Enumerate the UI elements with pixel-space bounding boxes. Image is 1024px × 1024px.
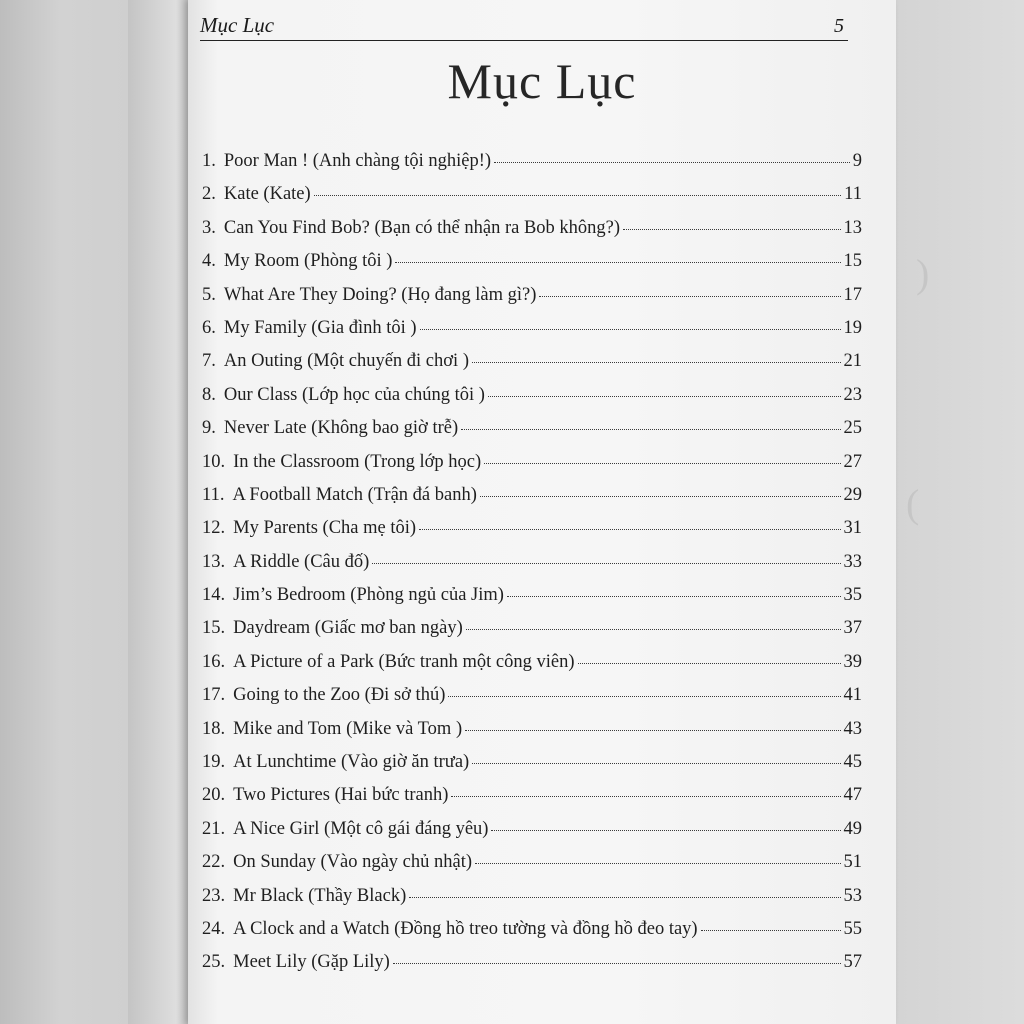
dot-leader — [491, 830, 840, 831]
toc-page — [188, 0, 896, 1024]
toc-entry — [202, 919, 862, 952]
toc-entry-title: An Outing (Một chuyến đi chơi ) — [223, 351, 469, 372]
dot-leader — [419, 529, 840, 530]
toc-entry-page: 57 — [843, 952, 862, 973]
page-title: Mục Lục — [447, 53, 637, 109]
toc-entry-number: 9. — [202, 418, 216, 439]
toc-entry-number: 23. — [202, 885, 226, 906]
toc-entry-number: 6. — [202, 317, 216, 338]
toc-entry — [202, 618, 862, 651]
toc-entry-number: 12. — [202, 518, 226, 539]
toc-entry-title: A Football Match (Trận đá banh) — [232, 484, 477, 505]
toc-entry-number: 7. — [202, 351, 216, 372]
toc-entry-title: A Riddle (Câu đố) — [233, 551, 370, 572]
toc-entry-title: Kate (Kate) — [223, 184, 311, 205]
toc-entry-number: 2. — [202, 184, 216, 205]
toc-entry-page: 23 — [843, 384, 862, 405]
toc-entry — [202, 952, 862, 985]
toc-entry-page: 17 — [843, 284, 862, 305]
dot-leader — [420, 329, 841, 330]
toc-entry-page: 13 — [843, 217, 862, 238]
dot-leader — [484, 463, 840, 464]
toc-entry-title: In the Classroom (Trong lớp học) — [233, 451, 482, 472]
dot-leader — [701, 930, 841, 931]
toc-entry-page: 39 — [843, 651, 862, 672]
toc-entry-page: 41 — [843, 685, 862, 706]
toc-entry — [202, 652, 862, 685]
dot-leader — [472, 362, 841, 363]
dot-leader — [395, 262, 840, 263]
toc-entry — [202, 719, 862, 752]
toc-entry-title: Never Late (Không bao giờ trễ) — [223, 418, 459, 439]
toc-entry — [202, 485, 862, 518]
toc-entry-title: Daydream (Giấc mơ ban ngày) — [233, 618, 463, 639]
toc-entry — [202, 886, 862, 919]
next-page-edge — [896, 0, 1024, 1024]
dot-leader — [466, 629, 841, 630]
toc-entry-title: A Nice Girl (Một cô gái đáng yêu) — [233, 818, 489, 839]
toc-entry-title: On Sunday (Vào ngày chủ nhật) — [233, 852, 473, 873]
dot-leader — [409, 897, 840, 898]
toc-entry — [202, 752, 862, 785]
dot-leader — [465, 730, 840, 731]
toc-entry-page: 49 — [843, 818, 862, 839]
toc-entry-title: Mr Black (Thầy Black) — [233, 885, 407, 906]
toc-entry-number: 21. — [202, 818, 226, 839]
toc-entry — [202, 285, 862, 318]
dot-leader — [623, 229, 840, 230]
toc-entry-title: Two Pictures (Hai bức tranh) — [233, 785, 449, 806]
dot-leader — [475, 863, 840, 864]
toc-entry-title: At Lunchtime (Vào giờ ăn trưa) — [233, 752, 470, 773]
toc-entry-title: My Room (Phòng tôi ) — [223, 251, 393, 272]
toc-entry-number: 19. — [202, 752, 226, 773]
toc-entry-number: 13. — [202, 551, 226, 572]
toc-entry-number: 8. — [202, 384, 216, 405]
toc-entry — [202, 452, 862, 485]
dot-leader — [393, 963, 841, 964]
dot-leader — [494, 162, 850, 163]
toc-entry-page: 29 — [843, 484, 862, 505]
toc-entry-title: Mike and Tom (Mike và Tom ) — [233, 718, 463, 739]
toc-entry-title: Going to the Zoo (Đi sở thú) — [233, 685, 446, 706]
toc-entry — [202, 585, 862, 618]
toc-entry-number: 20. — [202, 785, 226, 806]
bleed-through-mark: ) — [916, 251, 930, 296]
header-page-number: 5 — [834, 15, 844, 37]
toc-entry-title: Jim’s Bedroom (Phòng ngủ của Jim) — [233, 585, 504, 606]
dot-leader — [448, 696, 840, 697]
running-header — [200, 12, 848, 41]
toc-entry-title: My Parents (Cha mẹ tôi) — [233, 518, 417, 539]
previous-page-edge — [128, 0, 188, 1024]
toc-entry — [202, 552, 862, 585]
dot-leader — [461, 429, 840, 430]
toc-entry-page: 27 — [843, 451, 862, 472]
toc-entry-number: 24. — [202, 918, 226, 939]
toc-entry-number: 17. — [202, 685, 226, 706]
toc-entry-number: 15. — [202, 618, 226, 639]
toc-entry — [202, 819, 862, 852]
toc-entry — [202, 418, 862, 451]
dot-leader — [472, 763, 840, 764]
toc-entry-number: 18. — [202, 718, 226, 739]
toc-entry-page: 11 — [844, 184, 862, 205]
toc-entry-number: 3. — [202, 217, 216, 238]
bleed-through-mark: ( — [906, 481, 920, 526]
toc-entry-page: 15 — [843, 251, 862, 272]
toc-entry-number: 22. — [202, 852, 226, 873]
toc-entry-page: 55 — [843, 918, 862, 939]
toc-entry-page: 25 — [843, 418, 862, 439]
dot-leader — [451, 796, 840, 797]
toc-entry-page: 37 — [843, 618, 862, 639]
toc-entry-title: Our Class (Lớp học của chúng tôi ) — [223, 384, 485, 405]
toc-entry-title: My Family (Gia đình tôi ) — [223, 317, 417, 338]
table-of-contents — [202, 151, 862, 986]
toc-entry — [202, 685, 862, 718]
toc-entry — [202, 318, 862, 351]
toc-entry — [202, 184, 862, 217]
toc-entry-page: 33 — [843, 551, 862, 572]
toc-entry-title: A Picture of a Park (Bức tranh một công viên) — [233, 651, 575, 672]
toc-entry-page: 47 — [843, 785, 862, 806]
toc-entry — [202, 785, 862, 818]
toc-entry-number: 16. — [202, 651, 226, 672]
toc-entry-page: 9 — [852, 151, 862, 171]
toc-entry-title: Meet Lily (Gặp Lily) — [233, 952, 390, 973]
dot-leader — [507, 596, 841, 597]
dot-leader — [539, 296, 840, 297]
toc-entry-title: Can You Find Bob? (Bạn có thể nhận ra Bob không?) — [223, 217, 621, 238]
toc-entry-number: 11. — [202, 484, 225, 505]
toc-entry-page: 51 — [843, 852, 862, 873]
toc-entry-page: 21 — [843, 351, 862, 372]
toc-entry-number: 14. — [202, 585, 226, 606]
toc-entry-number: 1. — [202, 151, 216, 171]
toc-entry — [202, 351, 862, 384]
header-title: Mục Lục — [200, 13, 275, 37]
toc-entry-page: 19 — [843, 317, 862, 338]
toc-entry-page: 43 — [843, 718, 862, 739]
toc-entry-title: A Clock and a Watch (Đồng hồ treo tường và đồng hồ đeo tay) — [233, 918, 698, 939]
dot-leader — [480, 496, 841, 497]
dot-leader — [372, 563, 840, 564]
toc-entry — [202, 218, 862, 251]
toc-entry-number: 4. — [202, 251, 216, 272]
toc-entry-title: What Are They Doing? (Họ đang làm gì?) — [223, 284, 537, 305]
toc-entry-page: 53 — [843, 885, 862, 906]
dot-leader — [488, 396, 841, 397]
toc-entry-page: 35 — [843, 585, 862, 606]
toc-entry-number: 10. — [202, 451, 226, 472]
toc-entry-page: 45 — [843, 752, 862, 773]
toc-entry — [202, 251, 862, 284]
toc-entry-page: 31 — [843, 518, 862, 539]
toc-entry-title: Poor Man ! (Anh chàng tội nghiệp!) — [223, 151, 492, 171]
toc-entry-number: 5. — [202, 284, 216, 305]
toc-entry — [202, 852, 862, 885]
toc-entry-number: 25. — [202, 952, 226, 973]
toc-entry — [202, 151, 862, 184]
toc-entry — [202, 518, 862, 551]
dot-leader — [314, 195, 842, 196]
toc-entry — [202, 385, 862, 418]
dot-leader — [578, 663, 841, 664]
